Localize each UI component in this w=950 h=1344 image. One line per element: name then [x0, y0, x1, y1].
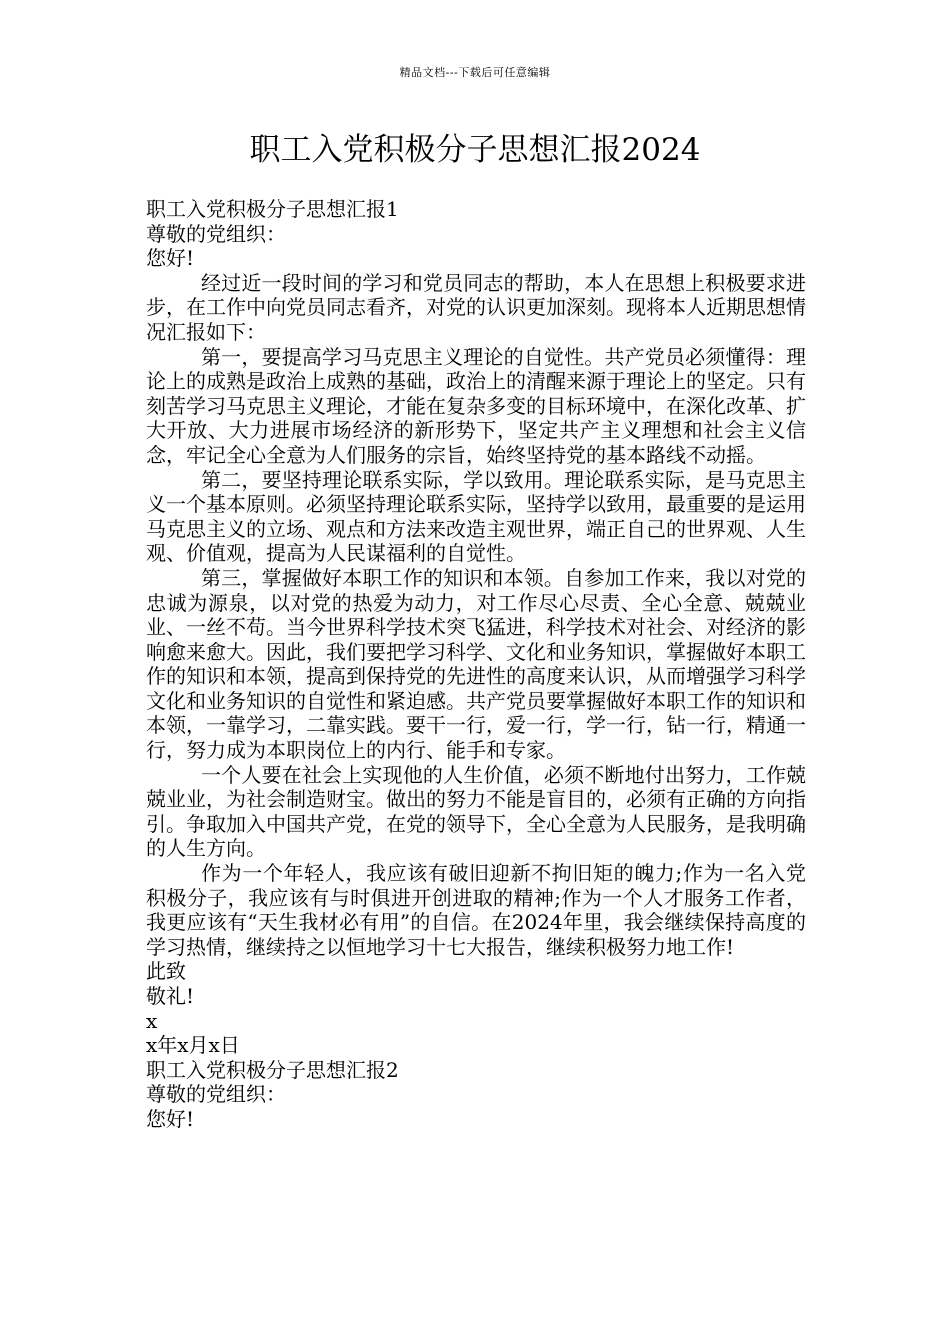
header-note: 精品文档---下载后可任意编辑 — [399, 66, 551, 79]
body-paragraph: 第二，要坚持理论联系实际，学以致用。理论联系实际，是马克思主义一个基本原则。必须坚持理论联系实际，坚持学以致用，最重要的是运用马克思主义的立场、观点和方法来改造主观世界，端正自己的世界观、人生观、价值观，提高为人民谋福利的自觉性。 — [146, 467, 806, 566]
section-1-heading: 职工入党积极分子思想汇报1 — [146, 197, 399, 221]
body-paragraph: 一个人要在社会上实现他的人生价值，必须不断地付出努力，工作兢兢业业，为社会制造财宝。做出的努力不能是盲目的，必须有正确的方向指引。争取加入中国共产党，在党的领导下，全心全意为人民服务，是我明确的人生方向。 — [146, 762, 806, 861]
section-1-greeting: 您好! — [146, 246, 195, 271]
section-2-greeting: 您好! — [146, 1106, 195, 1131]
body-paragraph: 第一，要提高学习马克思主义理论的自觉性。共产党员必须懂得：理论上的成熟是政治上成熟的基础，政治上的清醒来源于理论上的坚定。只有刻苦学习马克思主义理论，才能在复杂多变的目标环境中，在深化改革、扩大开放、大力进展市场经济的新形势下，坚定共产主义理想和社会主义信念，牢记全心全意为人们服务的宗旨，始终坚持党的基本路线不动摇。 — [146, 344, 806, 467]
body-paragraph: 作为一个年轻人，我应该有破旧迎新不拘旧矩的魄力;作为一名入党积极分子，我应该有与时俱进开创进取的精神;作为一个人才服务工作者，我更应该有“天生我材必有用”的自信。在2024年里，我会继续保持高度的学习热情，继续持之以恒地学习十七大报告，继续积极努力地工作! — [146, 861, 806, 959]
date-line: x年x月x日 — [146, 1033, 240, 1058]
document-body — [146, 197, 806, 1132]
section-1-salutation: 尊敬的党组织： — [146, 221, 286, 246]
signature: x — [146, 1008, 158, 1033]
document-title: 职工入党积极分子思想汇报2024 — [249, 132, 701, 168]
section-2-heading: 职工入党积极分子思想汇报2 — [146, 1057, 399, 1082]
closing-line-1: 此致 — [146, 959, 186, 984]
section-2-salutation: 尊敬的党组织： — [146, 1082, 286, 1107]
body-paragraph: 第三，掌握做好本职工作的知识和本领。自参加工作来，我以对党的忠诚为源泉，以对党的热爱为动力，对工作尽心尽责、全心全意、兢兢业业、一丝不苟。当今世界科学技术突飞猛进，科学技术对社会、对经济的影响愈来愈大。因此，我们要把学习科学、文化和业务知识，掌握做好本职工作的知识和本领，提高到保持党的先进性的高度来认识，从而增强学习科学文化和业务知识的自觉性和紧迫感。共产党员要掌握做好本职工作的知识和本领，一靠学习，二靠实践。要干一行，爱一行，学一行，钻一行，精通一行，努力成为本职岗位上的内行、能手和专家。 — [146, 565, 806, 763]
body-paragraph: 经过近一段时间的学习和党员同志的帮助，本人在思想上积极要求进步，在工作中向党员同志看齐，对党的认识更加深刻。现将本人近期思想情况汇报如下： — [146, 270, 806, 344]
closing-line-2: 敬礼! — [146, 984, 195, 1008]
